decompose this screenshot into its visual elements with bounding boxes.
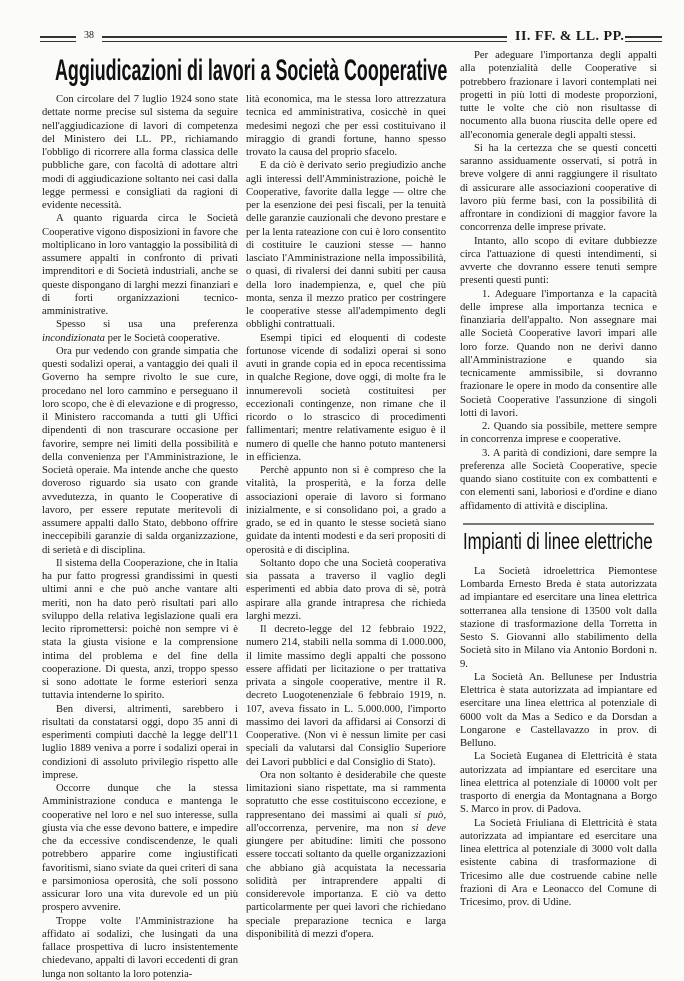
header-rule-middle (102, 36, 507, 42)
paragraph: Per adeguare l'importanza degli appalti alla potenzialità delle Cooperative si potrebbero frazionare i lavori contemplati nei progetti in più lotti di modeste proporzioni, tutte le volte che ciò non risultasse di nocumento alla buona riuscita delle opere ed all'economia generale degli appalti stessi. (460, 50, 657, 141)
paragraph: Troppe volte l'Amministrazione ha affidato ai sodalizi, che lusingati da una fallace prospettiva di lucro insistentemente chiedevano, appalti di lavori eccedenti di gran lunga non soltanto la loro potenzia- (42, 915, 238, 980)
paragraph: Ben diversi, altrimenti, sarebbero i risultati da constatarsi oggi, dopo 35 anni di esperimenti compiuti dacchè la legge dell'11 luglio 1889 veniva a porre i sodalizi operai in condizioni di assoluto privilegio rispetto alle imprese. (42, 703, 238, 781)
numbered-point: 1. Adeguare l'importanza e la capacità delle imprese alla importanza tecnica e finanziaria dell'appalto. Non assegnare mai alle Società Cooperative lavori impari alle loro forze. Quando non ne derivi danno all'Amministrazione e quando sia tecnicamente ammissibile, si dovranno frazionare le opere in modo da consentire alle Società Cooperative l'assunzione di singoli lotti di lavori. (460, 288, 657, 419)
article-2-body (460, 565, 657, 910)
article-title: Aggiudicazioni di lavori a Società Cooperative (55, 54, 448, 87)
italic-text: si può, (414, 809, 446, 821)
paragraph: Si ha la certezza che se questi concetti saranno assiduamente osservati, si potrà in breve volgere di anni raggiungere il risultato di assicurare alle associazioni cooperative di lavoro più ferme basi, con la possibilità di affrontare in condizioni di maggior favore la concorrenza delle imprese private. (460, 142, 657, 234)
page-header (40, 30, 662, 46)
page-number: 38 (84, 30, 94, 41)
paragraph: Il decreto-legge del 12 febbraio 1922, numero 214, stabilì nella somma di 1.000.000, il limite massimo degli appalti che possono essere affidati per licitazione o per trattativa privata a singole cooperative, mentre il R. decreto Luogotenenziale 6 febbraio 1919, n. 107, aveva fissato in L. 5.000.000, l'importo massimo dei lavori da affidarsi ai Consorzi di Cooperative. (Non vi è nessun limite per casi speciali da valutarsi dal Consiglio Superiore dei Lavori pubblici e dal Consiglio di Stato). (246, 624, 446, 768)
text: per le Società cooperative. (107, 332, 220, 344)
text: Spesso si usa una preferenza (56, 319, 238, 331)
article-column-3 (460, 49, 657, 909)
numbered-point: 2. Quando sia possibile, mettere sempre in concorrenza imprese e cooperative. (460, 421, 657, 446)
paragraph: E da ciò è derivato serio pregiudizio anche agli interessi dell'Amministrazione, poichè le Cooperative, favorite dalla legge — oltre che per la esenzione dei pesi fiscali, per la tenuità delle garanzie cauzionali che devono prestare e per la lenta rateazione con cui è loro consentito di costituire le cauzioni stesse — hanno lasciato l'Amministrazione nella impossibilità, o quasi, di rivalersi dei danni subiti per causa della loro inadempienza, e, quel che più monta, senza il mezzo pratico per costringere le cooperative stesse all'adempimento degli obblighi contrattuali. (246, 160, 447, 331)
text: all'occorrenza, pervenire, ma non (246, 822, 404, 834)
paragraph (246, 769, 446, 941)
paragraph: La Società An. Bellunese per Industria Elettrica è stata autorizzata ad impiantare ed esercitare una linea elettrica al potenziale di 6000 volt da Mas a Sedico e da Dorsdan a Longarone e Castellavazzo in prov. di Belluno. (460, 671, 657, 749)
paragraph: Con circolare del 7 luglio 1924 sono state dettate norme precise sul sistema da seguire nell'aggiudicazione di lavori di competenza del Ministero dei LL. PP., richiamando l'obbligo di ricorrere alla forma classica delle pubbliche gare, con facoltà di adottare altri modi di aggiudicazione soltanto nei casi dalla legge permessi e consigliati da ragioni di evidente necessità. (42, 94, 238, 211)
section-title-wrapper (460, 527, 657, 565)
article-column-1 (42, 93, 238, 981)
journal-name: II. FF. & LL. PP. (515, 29, 625, 44)
text: Ora non soltanto è desiderabile che queste limitazioni siano rispettate, ma si rammenta sopratutto che esse costituiscono eccezione, e rappresentano dei massimi ai quali (246, 769, 446, 821)
article-column-2 (246, 93, 446, 941)
header-rule-left (40, 36, 76, 42)
section-title: Impianti di linee elettriche (463, 527, 653, 554)
paragraph: lità economica, ma le stessa loro attrezzatura tecnica ed amministrativa, cosicchè in quei medesimi negozi che per essi costituivano il miraggio di grandi fortune, hanno spesso trovato la causa del proprio sfacelo. (246, 94, 446, 158)
italic-text: incondizionata (42, 332, 105, 344)
section-divider (463, 523, 654, 525)
header-rule-right (625, 36, 662, 42)
paragraph: Intanto, allo scopo di evitare dubbiezze circa l'attuazione di questi intendimenti, si avverte che dovranno essere tenuti sempre presenti questi punti: (460, 235, 657, 287)
paragraph: A quanto riguarda circa le Società Cooperative vigono disposizioni in favore che moltiplicano in loro vantaggio la possibilità di assumere appalti in confronto di privati imprenditori e di Società industriali, anche se queste dispongano di larghi mezzi finanziari e di forti organizzazioni tecnico-amministrative. (42, 213, 238, 317)
numbered-point: 3. A parità di condizioni, dare sempre la preferenza alle Società Cooperative, specie quando siano costituite con ex combattenti e con elementi sani, laboriosi e d'ordine e diano affidamento di attività e disciplina. (460, 447, 657, 512)
paragraph: La Società idroelettrica Piemontese Lombarda Ernesto Breda è stata autorizzata ad impiantare ed esercitare una linea elettrica sotterranea alla tensione di 13500 volt dalla stazione di trasformazione della Torretta in Sesto S. Giovanni allo stabilimento della Società sito in Milano via Antonio Bordoni n. 9. (460, 565, 657, 670)
italic-text: si deve (411, 822, 446, 834)
text: giungere per abitudine: limiti che possono essere toccati soltanto da quelle organizzazioni che abbiano già acquistata la necessaria solidità per intraprendere appalti di considerevole importanza. E ciò va detto particolarmente per quei lavori che richiedano speciale preparazione tecnica e larga disponibilità di mezzi d'opera. (246, 836, 446, 940)
paragraph: Ora pur vedendo con grande simpatia che questi sodalizi operai, a vantaggio dei quali il Governo ha sempre rivolto le sue cure, procedano nel loro cammino e perseguano il loro scopo, che è di elevazione e di progresso, il Ministero raccomanda a tutti gli Uffici dipendenti di non trascurare occasione per favorire, sempre nei limiti della possibilità e della convenienza per l'Amministrazione, le Società operaie. Ma intende anche che questo doveroso riguardo sia usato con grande avvedutezza, in quanto le Cooperative di lavoro, per essere reputate meritevoli di assumere appalti dallo Stato, debbono offrire ineccepibili garanzie di salda organizzazione, di serietà e di disciplina. (42, 345, 238, 556)
paragraph: Soltanto dopo che una Società cooperativa sia passata a traverso il vaglio degli esperimenti ed abbia dato prova di sè, potrà aspirare alla grande intrapresa che richieda larghi mezzi. (246, 557, 446, 622)
paragraph (42, 318, 238, 345)
paragraph: Il sistema della Cooperazione, che in Italia ha pur fatto progressi grandissimi in questi ultimi anni e che può anche vantare alti meriti, non ha dato però risultati pari allo sviluppo della relativa legislazione quali era lecito ripromettersi: poichè non sempre vi è stata la giusta visione e la comprensione intima del problema e del fine della cooperazione. Di questa, anzi, troppo spesso si sono adottate le forme esteriori senza tuttavia intenderne lo spirito. (42, 557, 238, 702)
paragraph: Esempi tipici ed eloquenti di codeste fortunose vicende di sodalizi operai si sono avuti in grande copia ed in epoca recentissima in qualche Regione, dove oggi, di molte fra le innumerevoli società costituitesi per eccezionali contingenze, non rimane che il ricordo o lo strascico di procedimenti fallimentari; mentre relativamente esiguo è il numero di quelle che hanno potuto mantenersi in efficienza. (246, 332, 446, 463)
paragraph: Occorre dunque che la stessa Amministrazione conduca e mantenga le cooperative nel loro e nel suo interesse, sulla giusta via che esse devono battere, e impedire che da eccessive condiscendenze, le quali potrebbero apparire come ingiustificati favoritismi, siano sviate da quei criteri di sana e parsimoniosa operosità, che soli possono assicurar loro una vita durevole ed un più prospero avvenire. (42, 783, 238, 914)
paragraph: Perchè appunto non si è compreso che la vitalità, la prosperità, e la forza delle associazioni operaie di lavoro si formano inizialmente, e si consolidano poi, a grado a grado, se ed in quanto le stesse società siano guidate da intenti modesti e da seri propositi di operosità e di disciplina. (246, 465, 446, 556)
paragraph: La Società Friuliana di Elettricità è stata autorizzata ad impiantare ed esercitare una linea elettrica al potenziale di 3000 volt dalla esistente cabina di trasformazione di Tricesimo alle due costruende cabine nelle frazioni di Ara e Leonacco del Comune di Tricesimo, prov. di Udine. (460, 817, 657, 908)
paragraph: La Società Euganea di Elettricità è stata autorizzata ad impiantare ed esercitare una linea elettrica al potenziale di 10000 volt per trasporto di energia da Montagnana a Borgo S. Marco in prov. di Padova. (460, 751, 657, 816)
